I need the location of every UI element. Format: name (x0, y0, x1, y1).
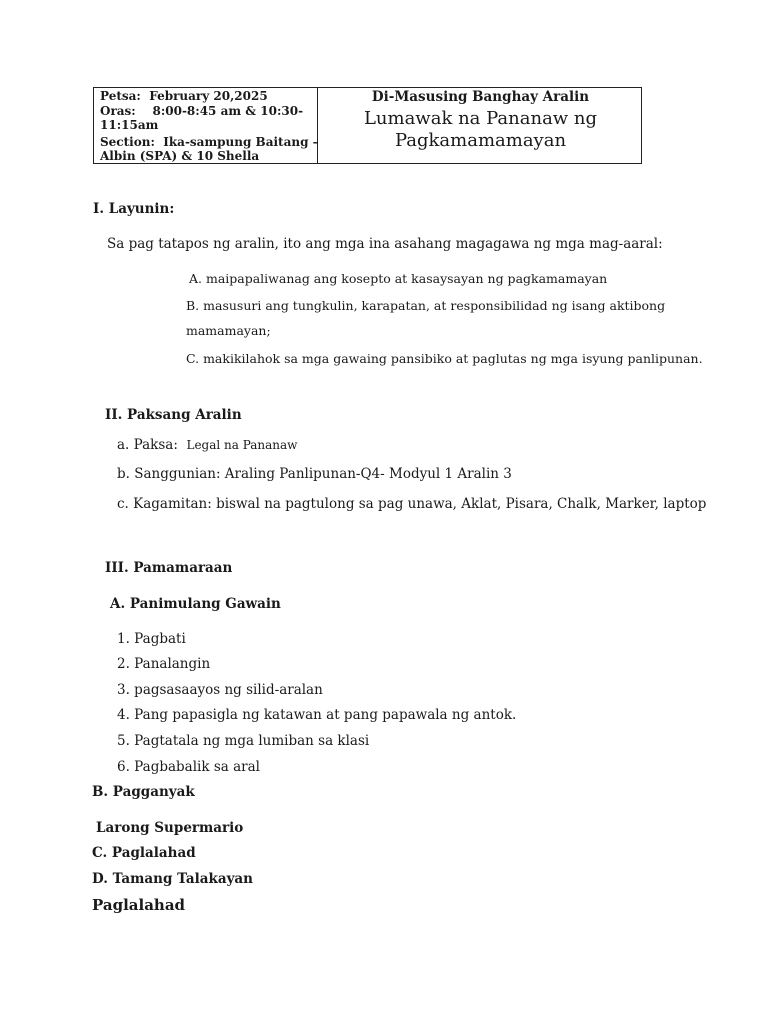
step-item: 4. Pang papasigla ng katawan at pang papawala ng antok. (117, 707, 517, 723)
section-label: Section: (100, 135, 155, 149)
lesson-title-line-2: Pagkamamamayan (394, 130, 567, 151)
pamamaraan-heading: III. Pamamaraan (105, 560, 233, 576)
petsa-row (100, 90, 268, 103)
talakayan-heading: D. Tamang Talakayan (92, 871, 253, 887)
kagamitan: c. Kagamitan: biswal na pagtulong sa pag unawa, Aklat, Pisara, Chalk, Marker, laptop (117, 496, 707, 512)
layunin-heading: I. Layunin: (93, 201, 175, 217)
objective-a: A. maipapaliwanag ang kosepto at kasaysayan ng pagkamamayan (189, 271, 608, 286)
paglalahad-heading: C. Paglalahad (92, 845, 196, 861)
layunin-intro: Sa pag tatapos ng aralin, ito ang mga ina asahang magagawa ng mga mag-aaral: (107, 236, 663, 252)
petsa-value: February 20,2025 (149, 89, 268, 103)
oras-value-cont: 11:15am (100, 118, 159, 132)
lesson-title-line-1: Lumawak na Pananaw ng (363, 108, 598, 129)
petsa-label: Petsa: (100, 89, 141, 103)
section-value-cont: Albin (SPA) & 10 Shella (100, 149, 260, 163)
paksang-aralin-heading: II. Paksang Aralin (105, 407, 242, 423)
header-table (93, 87, 642, 164)
paglalahad-subheading: Paglalahad (92, 896, 186, 914)
objective-b-cont: mamamayan; (186, 323, 271, 338)
paksa-row (117, 437, 297, 453)
step-item: 3. pagsasaayos ng silid-aralan (117, 682, 323, 698)
sanggunian: b. Sanggunian: Araling Panlipunan-Q4- Modyul 1 Aralin 3 (117, 466, 512, 482)
paksa-value: Legal na Pananaw (186, 438, 298, 452)
step-item: 5. Pagtatala ng mga lumiban sa klasi (117, 733, 370, 749)
plan-type: Di-Masusing Banghay Aralin (371, 89, 590, 105)
paksa-label: a. Paksa: (117, 437, 178, 453)
section-row (100, 136, 319, 149)
objective-c: C. makikilahok sa mga gawaing pansibiko at paglutas ng mga isyung panlipunan. (186, 351, 703, 366)
pagganyak-activity: Larong Supermario (96, 820, 244, 836)
oras-value: 8:00-8:45 am & 10:30- (152, 104, 304, 118)
step-item: 6. Pagbabalik sa aral (117, 759, 260, 775)
objective-b: B. masusuri ang tungkulin, karapatan, at responsibilidad ng isang aktibong (186, 298, 666, 313)
oras-row (100, 105, 303, 118)
section-value: Ika-sampung Baitang – (163, 135, 319, 149)
panimula-heading: A. Panimulang Gawain (110, 596, 281, 612)
oras-label: Oras: (100, 104, 136, 118)
step-item: 2. Panalangin (117, 656, 211, 672)
pagganyak-heading: B. Pagganyak (92, 784, 195, 800)
step-item: 1. Pagbati (117, 631, 186, 647)
